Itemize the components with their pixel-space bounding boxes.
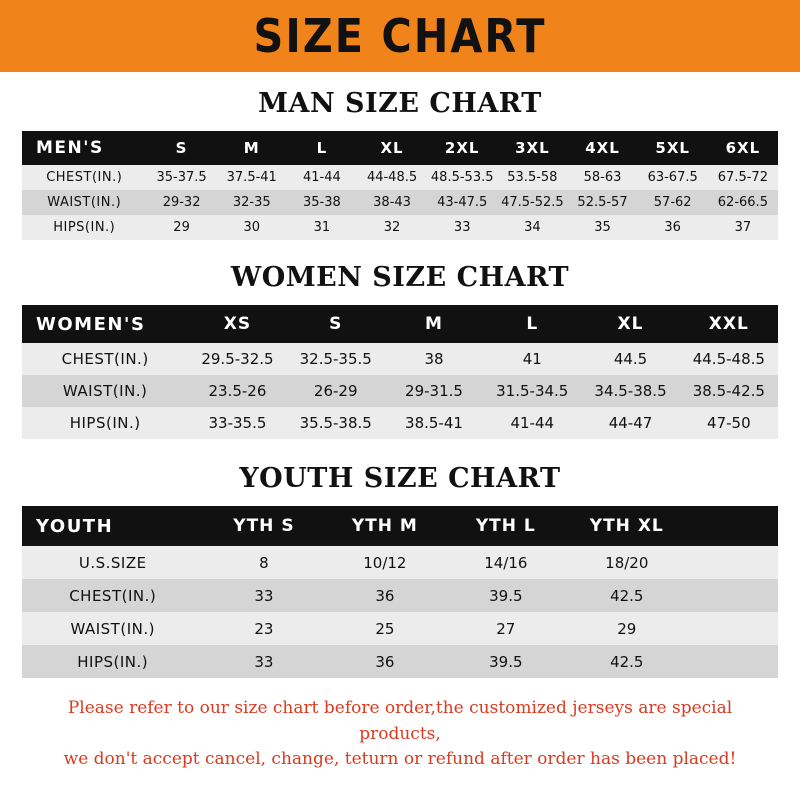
table-row <box>22 546 778 579</box>
man-cell: 33 <box>453 220 471 235</box>
man-section-title: MAN SIZE CHART <box>258 88 542 119</box>
women-cell: 32.5-35.5 <box>299 350 372 368</box>
man-header-cell: L <box>316 139 328 157</box>
man-size-table <box>22 131 778 240</box>
women-cell: 29.5-32.5 <box>201 350 274 368</box>
table-row <box>22 612 778 645</box>
man-cell: 29 <box>173 220 190 235</box>
man-header-label: MEN'S <box>36 138 104 158</box>
women-header-cell: XS <box>223 314 252 334</box>
man-cell: 30 <box>243 220 260 235</box>
man-cell: 57-62 <box>653 195 692 210</box>
man-cell: 32 <box>383 220 401 235</box>
man-header-cell: 4XL <box>585 139 620 157</box>
youth-size-table <box>22 506 778 678</box>
man-header-cell: 5XL <box>655 139 690 157</box>
table-row <box>22 407 778 439</box>
table-header-row <box>22 305 778 343</box>
youth-header-cell: YTH S <box>233 516 295 536</box>
women-section-title: WOMEN SIZE CHART <box>230 262 570 293</box>
women-cell: 38.5-42.5 <box>692 382 765 400</box>
man-cell: 53.5-58 <box>507 170 558 185</box>
man-cell: 48.5-53.5 <box>430 170 494 185</box>
women-header-cell: XXL <box>708 314 749 334</box>
youth-cell: 42.5 <box>610 586 644 605</box>
women-cell: 29-31.5 <box>405 382 463 400</box>
man-cell: 44-48.5 <box>366 170 418 185</box>
women-header-cell: S <box>329 314 343 334</box>
youth-cell: 8 <box>259 553 269 572</box>
youth-row-label: HIPS(IN.) <box>77 652 149 671</box>
man-cell: 47.5-52.5 <box>501 195 564 210</box>
women-header-cell: L <box>526 314 539 334</box>
women-cell: 44.5-48.5 <box>692 350 765 368</box>
header-banner <box>0 0 800 72</box>
women-cell: 31.5-34.5 <box>496 382 569 400</box>
youth-cell: 23 <box>254 619 274 638</box>
women-cell: 41 <box>522 350 542 368</box>
table-header-row <box>22 131 778 165</box>
women-cell: 38 <box>424 350 444 368</box>
youth-cell-spacer <box>687 546 778 579</box>
youth-cell: 36 <box>375 652 395 671</box>
youth-cell-spacer <box>687 579 778 612</box>
youth-row-label: U.S.SIZE <box>78 553 147 572</box>
man-cell: 37 <box>734 220 752 235</box>
man-cell: 36 <box>664 220 681 235</box>
page-title: SIZE CHART <box>253 9 547 63</box>
women-cell: 35.5-38.5 <box>299 414 372 432</box>
table-row <box>22 579 778 612</box>
women-cell: 38.5-41 <box>405 414 463 432</box>
man-cell: 38-43 <box>373 195 411 210</box>
youth-cell-spacer <box>687 612 778 645</box>
man-cell: 32-35 <box>232 195 271 210</box>
youth-cell: 18/20 <box>605 553 649 572</box>
youth-cell: 39.5 <box>489 652 523 671</box>
man-cell: 35 <box>594 220 611 235</box>
man-cell: 58-63 <box>583 170 622 185</box>
youth-cell: 14/16 <box>484 553 528 572</box>
women-cell: 47-50 <box>707 414 751 432</box>
table-row <box>22 645 778 678</box>
table-row <box>22 375 778 407</box>
table-row <box>22 190 778 215</box>
man-header-cell: M <box>243 139 260 157</box>
youth-cell: 25 <box>375 619 395 638</box>
youth-cell: 33 <box>254 586 274 605</box>
man-row-label: CHEST(IN.) <box>46 170 123 185</box>
youth-cell: 10/12 <box>363 553 407 572</box>
youth-header-cell: YTH L <box>475 516 536 536</box>
youth-row-label: CHEST(IN.) <box>69 586 157 605</box>
man-cell: 52.5-57 <box>577 195 628 210</box>
man-cell: 41-44 <box>303 170 341 185</box>
women-row-label: CHEST(IN.) <box>61 350 149 368</box>
man-header-cell: 3XL <box>515 139 550 157</box>
man-header-cell: XL <box>380 139 404 157</box>
youth-cell: 33 <box>254 652 274 671</box>
women-cell: 34.5-38.5 <box>594 382 667 400</box>
man-cell: 29-32 <box>162 195 201 210</box>
women-header-label: WOMEN'S <box>36 313 146 335</box>
youth-header-cell: YTH M <box>351 516 418 536</box>
women-cell: 44.5 <box>613 350 648 368</box>
youth-header-spacer <box>687 506 778 546</box>
man-cell: 62-66.5 <box>717 195 768 210</box>
youth-section-title: YOUTH SIZE CHART <box>239 463 561 494</box>
women-cell: 33-35.5 <box>208 414 267 432</box>
note-line-1: Please refer to our size chart before order,the customized jerseys are special products, <box>67 698 733 744</box>
youth-header-cell: YTH XL <box>589 516 664 536</box>
note-line-2: we don't accept cancel, change, teturn or refund after order has been placed! <box>63 749 737 769</box>
man-header-cell: 2XL <box>444 139 480 157</box>
man-cell: 63-67.5 <box>647 170 698 185</box>
table-row <box>22 165 778 190</box>
man-header-cell: S <box>175 139 188 157</box>
table-row <box>22 215 778 240</box>
women-cell: 26-29 <box>313 382 358 400</box>
women-cell: 41-44 <box>510 414 555 432</box>
order-policy-note <box>22 696 778 773</box>
man-cell: 67.5-72 <box>717 170 768 185</box>
man-cell: 43-47.5 <box>437 195 488 210</box>
youth-cell: 29 <box>617 619 637 638</box>
man-header-cell: 6XL <box>725 139 761 157</box>
table-header-row <box>22 506 778 546</box>
man-cell: 34 <box>524 220 541 235</box>
man-row-label: WAIST(IN.) <box>47 195 122 210</box>
youth-cell: 36 <box>375 586 395 605</box>
women-header-cell: M <box>425 314 443 334</box>
man-cell: 35-37.5 <box>156 170 207 185</box>
youth-row-label: WAIST(IN.) <box>70 619 155 638</box>
women-size-table <box>22 305 778 439</box>
man-row-label: HIPS(IN.) <box>53 220 116 235</box>
youth-header-label: YOUTH <box>36 515 114 537</box>
man-cell: 35-38 <box>303 195 341 210</box>
youth-cell: 39.5 <box>489 586 523 605</box>
youth-cell-spacer <box>687 645 778 678</box>
women-cell: 44-47 <box>608 414 653 432</box>
youth-cell: 42.5 <box>610 652 644 671</box>
man-cell: 37.5-41 <box>226 170 277 185</box>
women-row-label: WAIST(IN.) <box>62 382 148 400</box>
women-cell: 23.5-26 <box>208 382 267 400</box>
women-header-cell: XL <box>617 314 644 334</box>
women-row-label: HIPS(IN.) <box>69 414 141 432</box>
youth-cell: 27 <box>496 619 516 638</box>
man-cell: 31 <box>313 220 331 235</box>
table-row <box>22 343 778 375</box>
content-area <box>0 88 800 773</box>
